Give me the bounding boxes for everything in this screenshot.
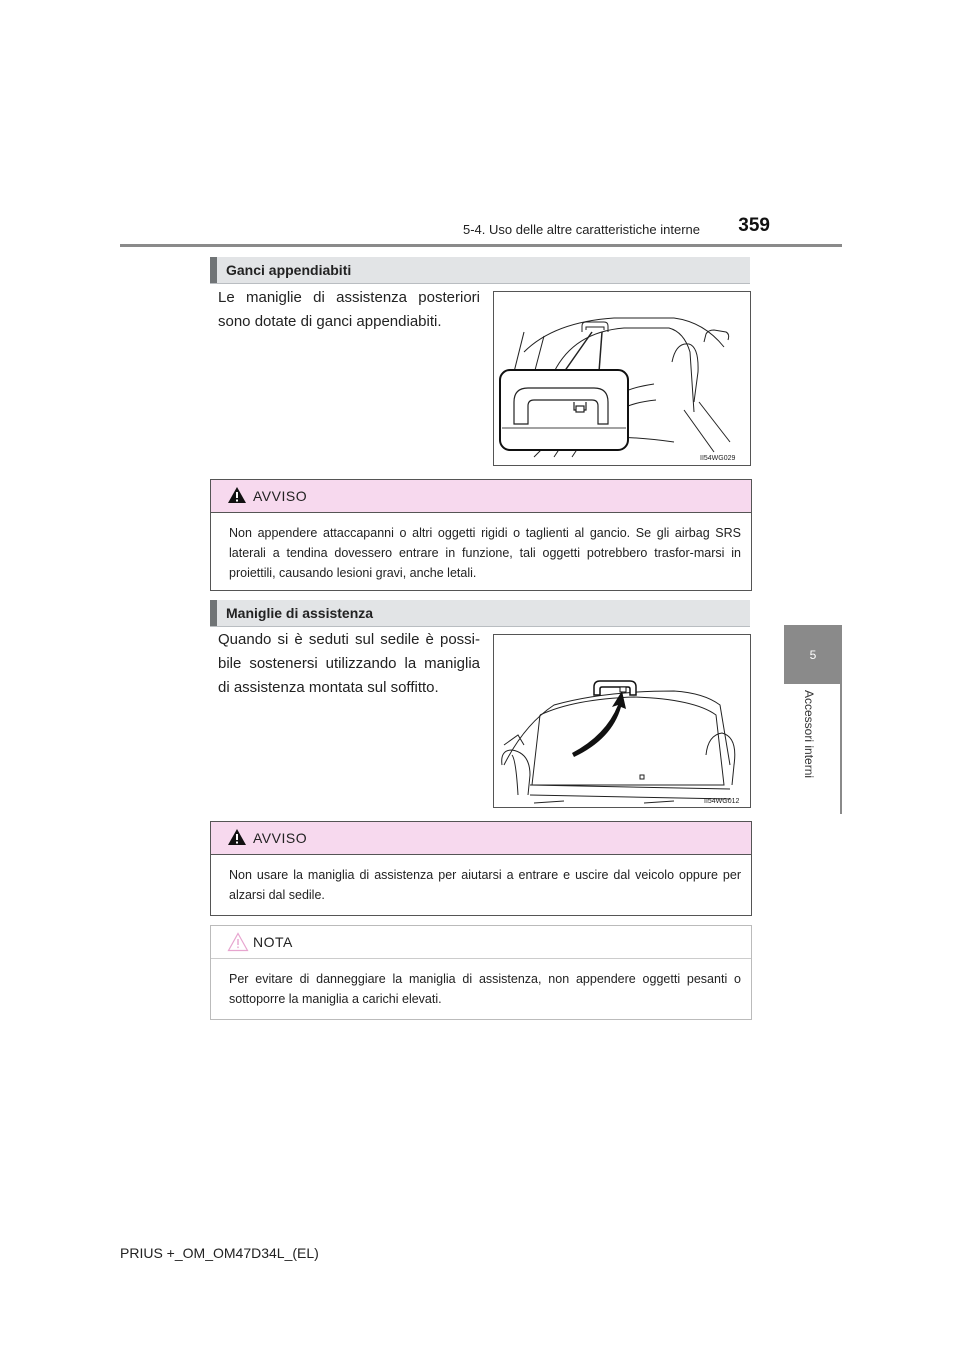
warning-triangle-icon [227, 486, 247, 504]
chapter-side-label: Accessori interni [802, 690, 816, 779]
document-code: PRIUS +_OM_OM47D34L_(EL) [120, 1245, 319, 1261]
section-heading-text: Ganci appendiabiti [226, 262, 352, 278]
warning-title: AVVISO [253, 488, 308, 504]
note-header [211, 926, 751, 959]
section-heading-coat-hooks [210, 257, 750, 284]
warning-text: Non appendere attaccapanni o altri oggetti rigidi o taglienti al gancio. Se gli airbag SRS laterali a tendina dovessero entrare in funzione, tali oggetti potrebbero trasfor-marsi in proiettili, causando lesioni gravi, anche letali. [229, 526, 741, 580]
section-body-text: Le maniglie di assistenza posteriori sono dotate di ganci appendiabiti. [218, 289, 480, 330]
figure-assist-grip [493, 634, 751, 808]
section-heading-text: Maniglie di assistenza [226, 605, 374, 621]
note-box [210, 925, 752, 1020]
chapter-side-rule [840, 684, 842, 814]
caution-outline-triangle-icon [227, 932, 249, 952]
warning-text: Non usare la maniglia di assistenza per aiutarsi a entrare e uscire dal veicolo oppure per alzarsi dal sedile. [229, 868, 741, 902]
warning-box-assist-grips [210, 821, 752, 916]
figure-code: II54WG012 [704, 798, 740, 805]
section-heading-assist-grips [210, 600, 750, 627]
warning-header [211, 822, 751, 855]
warning-triangle-icon [227, 828, 247, 846]
section-body-text: Quando si è seduti sul sedile è possi-bile sostenersi utilizzando la maniglia di assistenza montata sul soffitto. [218, 631, 480, 696]
figure-code: II54WG029 [700, 455, 736, 462]
section-heading-bar [210, 257, 217, 283]
section-heading-bar [210, 600, 217, 626]
note-text: Per evitare di danneggiare la maniglia di assistenza, non appendere oggetti pesanti o sottoporre la maniglia a carichi elevati. [229, 972, 741, 1006]
figure-coat-hook [493, 291, 751, 466]
warning-box-coat-hooks [210, 479, 752, 591]
note-title: NOTA [253, 934, 293, 950]
chapter-tab [784, 625, 842, 684]
chapter-tab-number: 5 [809, 647, 817, 662]
header-section-title: 5-4. Uso delle altre caratteristiche interne [462, 222, 700, 237]
assist-grip-illustration [494, 635, 750, 807]
page-number: 359 [738, 215, 770, 236]
header-rule [120, 244, 842, 247]
warning-title: AVVISO [253, 830, 308, 846]
warning-header [211, 480, 751, 513]
coat-hook-illustration [494, 292, 750, 465]
